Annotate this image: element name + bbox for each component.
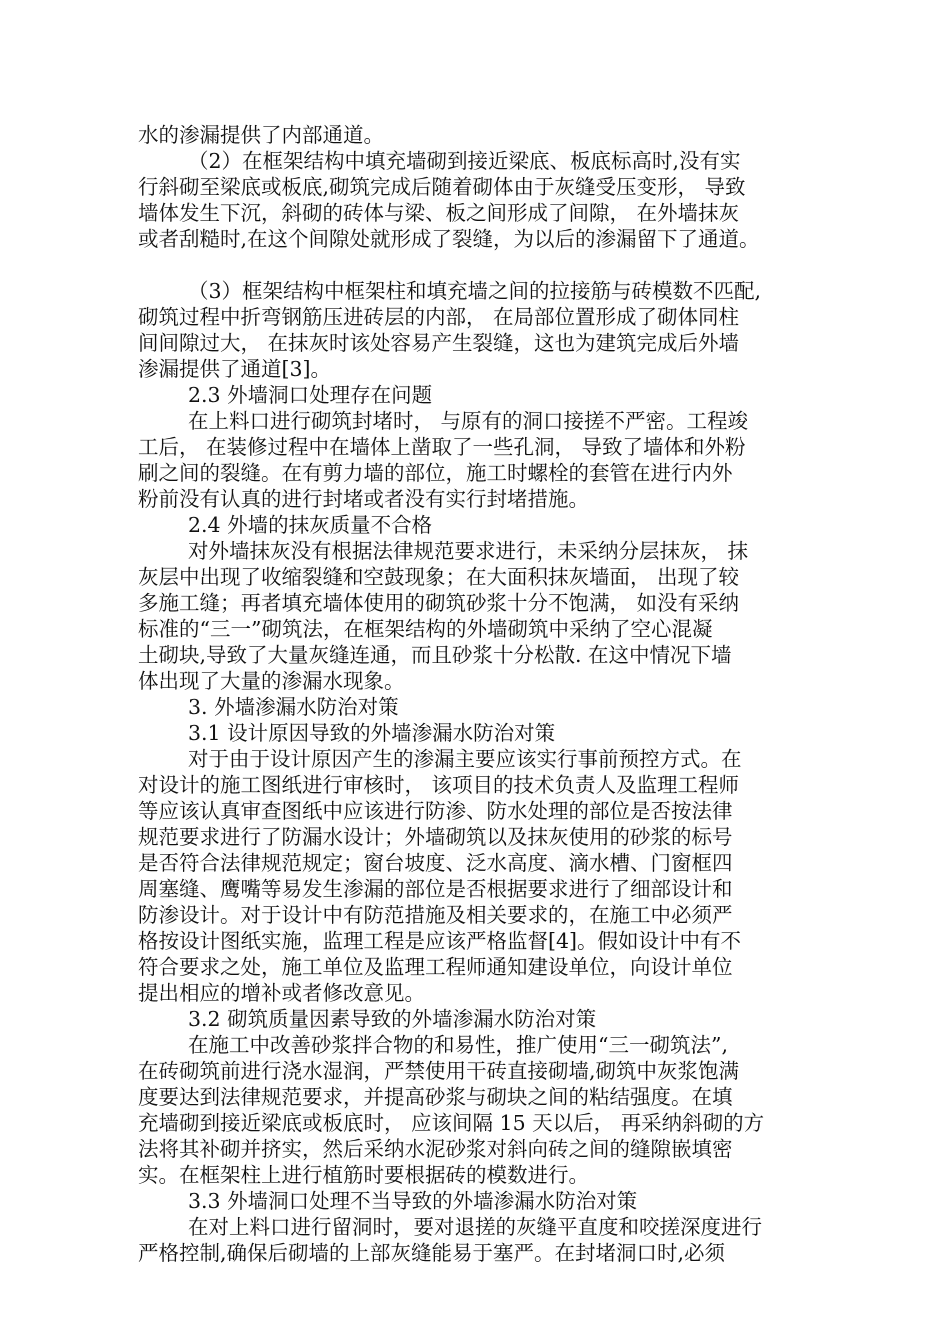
text-line: 规范要求进行了防漏水设计；外墙砌筑以及抹灰使用的砂浆的标号	[138, 825, 733, 849]
section-heading: 3.2 砌筑质量因素导致的外墙渗漏水防治对策	[188, 1007, 597, 1031]
section-heading: 3. 外墙渗漏水防治对策	[188, 695, 399, 719]
text-line: 防渗设计。对于设计中有防范措施及相关要求的，在施工中必须严	[138, 903, 733, 927]
section-heading: 2.3 外墙洞口处理存在问题	[188, 383, 433, 407]
text-line: 严格控制,确保后砌墙的上部灰缝能易于塞严。在封堵洞口时,必须	[138, 1241, 726, 1265]
text-line: 间间隙过大， 在抹灰时该处容易产生裂缝，这也为建筑完成后外墙	[138, 331, 740, 355]
text-line: 实。在框架柱上进行植筋时要根据砖的模数进行。	[138, 1163, 589, 1187]
text-line: 提出相应的增补或者修改意见。	[138, 981, 425, 1005]
paragraph-start-line: 在对上料口进行留洞时，要对退搓的灰缝平直度和咬搓深度进行	[188, 1215, 762, 1239]
text-line: 砌筑过程中折弯钢筋压进砖层的内部， 在局部位置形成了砌体同柱	[138, 305, 740, 329]
text-line: 工后， 在装修过程中在墙体上凿取了一些孔洞， 导致了墙体和外粉	[138, 435, 746, 459]
text-line: 等应该认真审查图纸中应该进行防渗、防水处理的部位是否按法律	[138, 799, 733, 823]
paragraph-start-line: （3）框架结构中框架柱和填充墙之间的拉接筋与砖模数不匹配,	[188, 279, 762, 303]
text-line: 土砌块,导致了大量灰缝连通，而且砂浆十分松散. 在这中情况下墙	[138, 643, 732, 667]
text-line: 灰层中出现了收缩裂缝和空鼓现象；在大面积抹灰墙面， 出现了较	[138, 565, 740, 589]
text-line: 是否符合法律规范规定；窗台坡度、泛水高度、滴水槽、门窗框四	[138, 851, 733, 875]
text-line: 在砖砌筑前进行浇水湿润，严禁使用干砖直接砌墙,砌筑中灰浆饱满	[138, 1059, 740, 1083]
section-heading: 3.3 外墙洞口处理不当导致的外墙渗漏水防治对策	[188, 1189, 638, 1213]
text-line: 符合要求之处，施工单位及监理工程师通知建设单位，向设计单位	[138, 955, 733, 979]
blank-line	[138, 252, 818, 278]
paragraph-start-line: 对外墙抹灰没有根据法律规范要求进行，未采纳分层抹灰， 抹	[188, 539, 749, 563]
text-line: 墙体发生下沉，斜砌的砖体与梁、板之间形成了间隙， 在外墙抹灰	[138, 201, 740, 225]
paragraph-start-line: 对于由于设计原因产生的渗漏主要应该实行事前预控方式。在	[188, 747, 742, 771]
text-line: 渗漏提供了通道[3]。	[138, 357, 332, 381]
text-line: 刷之间的裂缝。在有剪力墙的部位，施工时螺栓的套管在进行内外	[138, 461, 733, 485]
text-line: 或者刮糙时,在这个间隙处就形成了裂缝，为以后的渗漏留下了通道。	[138, 227, 760, 251]
section-heading: 2.4 外墙的抹灰质量不合格	[188, 513, 433, 537]
text-line: 法将其补砌并挤实，然后采纳水泥砂浆对斜向砖之间的缝隙嵌填密	[138, 1137, 733, 1161]
text-line: 体出现了大量的渗漏水现象。	[138, 669, 405, 693]
paragraph-start-line: 在施工中改善砂浆拌合物的和易性，推广使用“三一砌筑法”,	[188, 1033, 728, 1057]
document-body	[138, 122, 818, 1266]
text-line: 行斜砌至梁底或板底,砌筑完成后随着砌体由于灰缝受压变形， 导致	[138, 175, 746, 199]
paragraph-start-line: 在上料口进行砌筑封堵时， 与原有的洞口接搓不严密。工程竣	[188, 409, 749, 433]
section-heading: 3.1 设计原因导致的外墙渗漏水防治对策	[188, 721, 556, 745]
text-line: 标准的“三一”砌筑法，在框架结构的外墙砌筑中采纳了空心混凝	[138, 617, 713, 641]
text-line: 对设计的施工图纸进行审核时， 该项目的技术负责人及监理工程师	[138, 773, 740, 797]
text-line: 粉前没有认真的进行封堵或者没有实行封堵措施。	[138, 487, 589, 511]
text-line: 格按设计图纸实施，监理工程是应该严格监督[4]。假如设计中有不	[138, 929, 742, 953]
text-line: 充墙砌到接近梁底或板底时， 应该间隔 15 天以后， 再采纳斜砌的方	[138, 1111, 765, 1135]
text-line: 度要达到法律规范要求，并提高砂浆与砌块之间的粘结强度。在填	[138, 1085, 733, 1109]
paragraph-start-line: （2）在框架结构中填充墙砌到接近梁底、板底标高时,没有实	[188, 149, 741, 173]
text-line: 水的渗漏提供了内部通道。	[138, 123, 384, 147]
text-line: 多施工缝；再者填充墙体使用的砌筑砂浆十分不饱满， 如没有采纳	[138, 591, 740, 615]
text-line: 周塞缝、鹰嘴等易发生渗漏的部位是否根据要求进行了细部设计和	[138, 877, 733, 901]
